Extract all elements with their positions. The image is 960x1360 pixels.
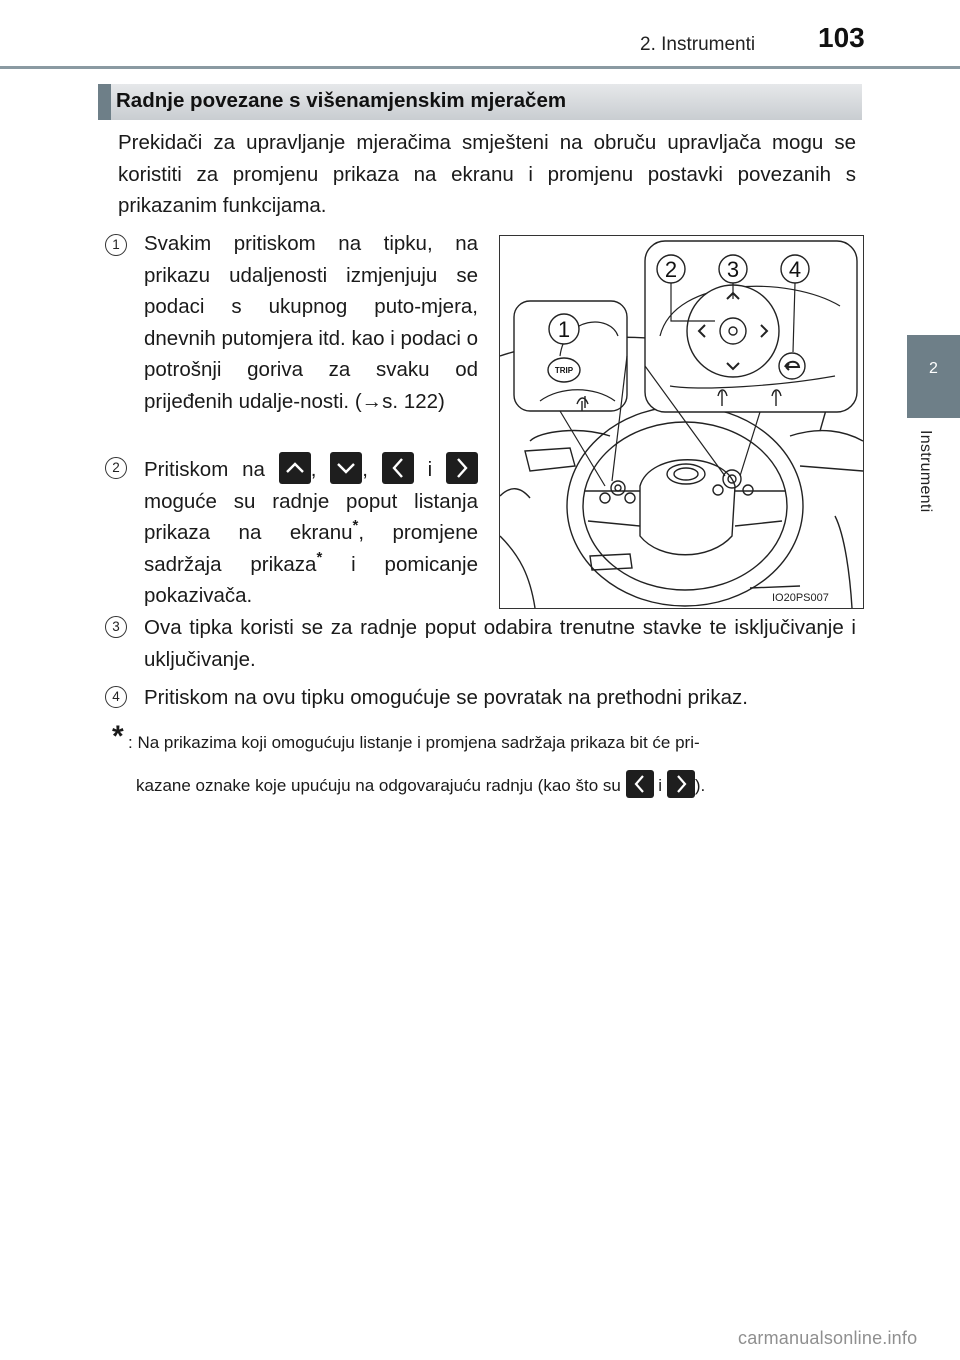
figure-id: IO20PS007: [772, 592, 829, 604]
figure-callout-2: 2: [664, 257, 678, 282]
item-4-text: Pritiskom na ovu tipku omogućuje se povratak na prethodni prikaz.: [144, 686, 748, 709]
section-title: Radnje povezane s višenamjenskim mjeračem: [116, 89, 567, 112]
item-number-3: 3: [105, 616, 127, 638]
footnote-line-2-start: kazane oznake koje upućuju na odgovarajuću radnju (kao što su: [136, 776, 621, 795]
running-header-section: 2. Instrumenti: [640, 34, 756, 55]
chevron-right-icon: [667, 770, 695, 798]
steering-wheel-figure: [499, 235, 864, 609]
footnote-star: *: [112, 720, 124, 753]
item-2-mid2: , promjene sadržaja prikaza: [144, 521, 478, 576]
item-2-end: i pomicanje pokazivača.: [144, 552, 479, 607]
chevron-right-icon: [446, 452, 478, 484]
item-3-text: Ova tipka koristi se za radnje poput odabira trenutne stavke te isključivanje i uključivanje.: [144, 616, 856, 671]
chapter-tab-number: 2: [929, 360, 938, 377]
chapter-tab-label: Instrumenti: [917, 430, 934, 513]
item-2-start: Pritiskom na: [144, 458, 265, 481]
figure-callout-3: 3: [726, 257, 740, 282]
intro-paragraph: Prekidači za upravljanje mjeračima smješteni na obruču upravljača mogu se koristiti za promjenu prikaza na ekranu i promjenu postavki povezanih s prikazanim funkcijama.: [118, 131, 856, 217]
item-1-text: Svakim pritiskom na tipku, na prikazu udaljenosti izmjenjuju se podaci s ukupnog puto-mjera, dnevnih putomjera itd. kao i podaci o potrošnji goriva za svaku od prijeđenih udalje-nosti. (→s. 122): [144, 232, 478, 413]
page-number: 103: [818, 22, 865, 53]
item-2-text: [144, 452, 478, 612]
footnote-and: i: [658, 776, 663, 795]
figure-callout-4: 4: [788, 257, 802, 282]
footnote-line-2: [136, 770, 705, 799]
item-2-sep3: i: [427, 458, 433, 481]
chevron-left-icon: [382, 452, 414, 484]
footnote-marker: *: [352, 517, 359, 534]
item-number-4: 4: [105, 686, 127, 708]
footnote-line-1: : Na prikazima koji omogućuju listanje i promjena sadržaja prikaza bit će pri-: [128, 733, 700, 752]
section-title-accent: [98, 84, 111, 120]
header-rule: [0, 66, 960, 69]
footnote-marker: *: [316, 548, 323, 566]
item-2-sep1: ,: [310, 458, 317, 481]
chevron-down-icon: [330, 452, 362, 484]
figure-callout-1: 1: [557, 317, 571, 342]
item-number-2: 2: [105, 457, 127, 479]
chevron-left-icon: [626, 770, 654, 798]
footnote-line-2-end: ).: [694, 776, 706, 795]
trip-button-label: TRIP: [554, 366, 574, 375]
item-number-1: 1: [105, 234, 127, 256]
watermark: carmanualsonline.info: [738, 1328, 918, 1348]
item-2-sep2: ,: [362, 458, 368, 481]
chevron-up-icon: [279, 452, 311, 484]
item-2-mid: moguće su radnje poput listanja prikaza na ekranu: [144, 489, 478, 544]
